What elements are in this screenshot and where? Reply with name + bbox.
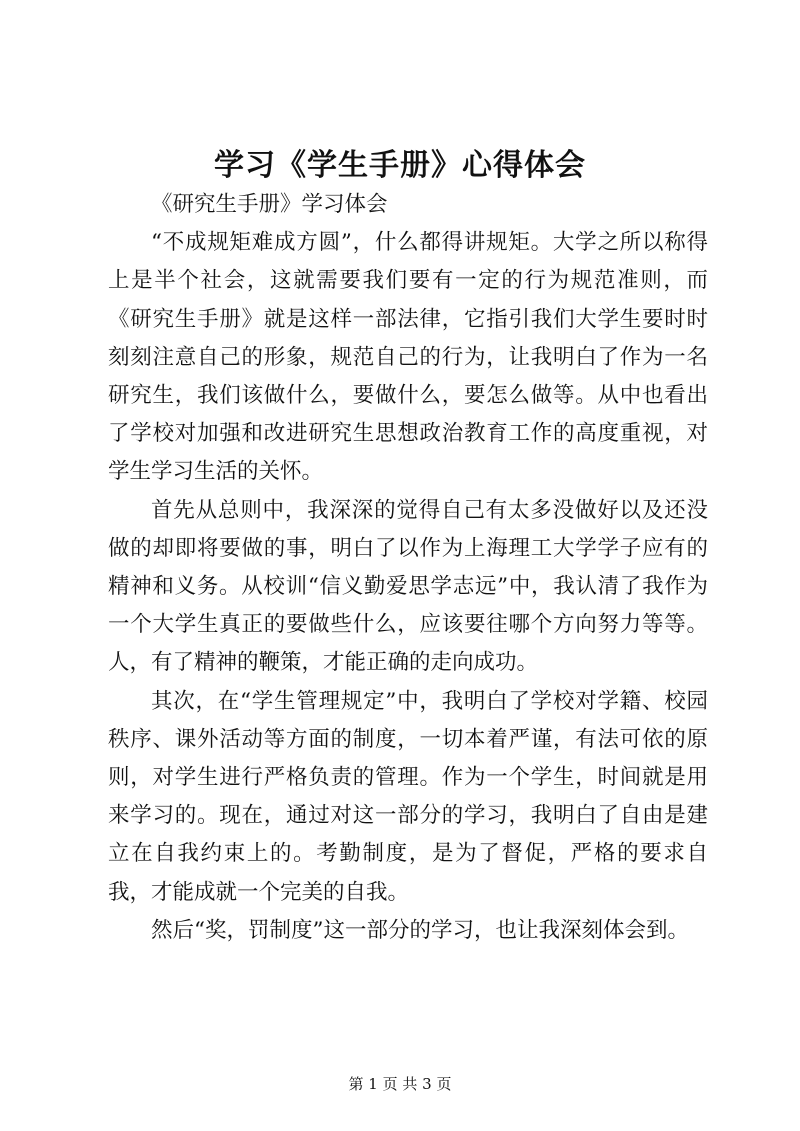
document-body (108, 186, 708, 950)
page-number-footer: 第 1 页 共 3 页 (348, 1075, 452, 1093)
paragraph: 然后“奖，罚制度”这一部分的学习，也让我深刻体会到。 (151, 917, 689, 943)
paragraph: 其次，在“学生管理规定”中，我明白了学校对学籍、校园秩序、课外活动等方面的制度，一切本着严谨，有法可依的原则，对学生进行严格负责的管理。作为一个学生，时间就是用来学习的。现在，通过对这一部分的学习，我明白了自由是建立在自我约束上的。考勤制度，是为了督促，严格的要求自我，才能成就一个完美的自我。 (108, 688, 708, 905)
document-title: 学习《学生手册》心得体会 (214, 148, 586, 183)
paragraph-subtitle: 《研究生手册》学习体会 (151, 192, 388, 217)
paragraph: 首先从总则中，我深深的觉得自己有太多没做好以及还没做的却即将要做的事，明白了以作为上海理工大学学子应有的精神和义务。从校训“信义勤爱思学志远”中，我认清了我作为一个大学生真正的要做些什么，应该要往哪个方向努力等等。人，有了精神的鞭策，才能正确的走向成功。 (108, 497, 708, 676)
paragraph: “不成规矩难成方圆”，什么都得讲规矩。大学之所以称得上是半个社会，这就需要我们要有一定的行为规范准则，而《研究生手册》就是这样一部法律，它指引我们大学生要时时刻刻注意自己的形象，规范自己的行为，让我明白了作为一名研究生，我们该做什么，要做什么，要怎么做等。从中也看出了学校对加强和改进研究生思想政治教育工作的高度重视，对学生学习生活的关怀。 (108, 230, 708, 485)
